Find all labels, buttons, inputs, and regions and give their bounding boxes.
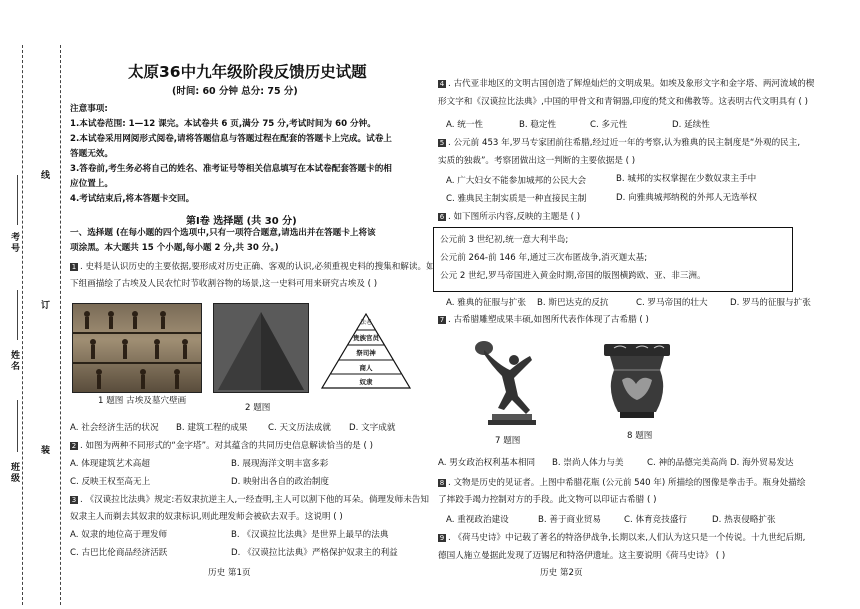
footer-page-2: 历史 第2页: [540, 568, 583, 578]
instructions-line-2: 项涂黑。本大题共 15 个小题,每小题 2 分,共 30 分。): [70, 243, 279, 253]
notice-line-2: 2.本试卷采用网阅形式阅卷,请将答题信息与答题过程在配套的答题卡上完成。试卷上: [70, 134, 392, 144]
question-number: 6: [439, 212, 445, 221]
exam-title: 太原36中九年级阶段反馈历史试题: [128, 63, 367, 81]
question-number: 2: [71, 441, 77, 450]
instructions-line-1: 一、选择题 (在每小题的四个选项中,只有一项符合题意,请选出并在答题卡上将该: [70, 228, 376, 238]
q6-option-d[interactable]: D. 罗马的征服与扩张: [730, 298, 811, 308]
pyramid-level-1: 法老: [360, 320, 372, 326]
q3-option-d[interactable]: D. 《汉谟拉比法典》严格保护奴隶主的利益: [231, 548, 398, 558]
question-1-line-1: 1 . 史料是认识历史的主要依据,要形成对历史正确、客观的认识,必须重视史料的搜集和解读。如: [71, 262, 435, 272]
notice-line-4: 3.答卷前,考生务必将自己的姓名、准考证号等相关信息填写在本试卷配套答题卡的相: [70, 164, 392, 174]
social-pyramid-diagram: [320, 312, 412, 390]
q4-option-c[interactable]: C. 多元性: [590, 120, 628, 130]
q8-option-d[interactable]: D. 热衷侵略扩张: [712, 515, 776, 525]
q7-option-a[interactable]: A. 男女政治权利基本相同: [438, 458, 536, 468]
class-field-line[interactable]: [17, 400, 18, 452]
question-number: 8: [439, 478, 445, 487]
q8-option-b[interactable]: B. 善于商业贸易: [538, 515, 601, 525]
q1-option-c[interactable]: C. 天文历法成就: [268, 423, 332, 433]
egyptian-tomb-painting-image: [72, 303, 202, 393]
question-number: 5: [439, 138, 445, 147]
caption-q2-image: 2 题图: [245, 403, 271, 413]
caption-q8-image: 8 题图: [627, 431, 653, 441]
caption-q7-image: 7 题图: [495, 436, 521, 446]
name-field-line[interactable]: [17, 290, 18, 340]
question-9-line-1: 9 . 《荷马史诗》中记载了著名的特洛伊战争,长期以来,人们认为这只是一个传说。十九世纪后期,: [439, 533, 806, 543]
question-5-line-1: 5 . 公元前 453 年,罗马专家团前往希腊,经过近一年的考察,认为雅典的民主制度是“外观的民主,: [439, 138, 801, 148]
rome-timeline-item-1: 公元前 3 世纪初,统一意大利半岛;: [440, 235, 569, 245]
question-6: 6 . 如下图所示内容,反映的主题是 ( ): [439, 212, 581, 222]
binding-mark-line: 线: [39, 170, 49, 181]
q5-option-d[interactable]: D. 向雅典城邦纳税的外邦人无选举权: [616, 193, 757, 203]
q2-option-d[interactable]: D. 映射出各自的政治制度: [231, 477, 330, 487]
q8-option-c[interactable]: C. 体育竞技盛行: [624, 515, 688, 525]
q7-option-c[interactable]: C. 神的品德完美高尚: [647, 458, 728, 468]
q5-option-c[interactable]: C. 雅典民主制实质是一种直接民主制: [446, 194, 587, 204]
notice-line-1: 1.本试卷范围: 1—12 课完。本试卷共 6 页,满分 75 分,考试时间为 60 分钟。: [70, 119, 376, 129]
notice-heading: 注意事项:: [70, 104, 108, 114]
greek-vase-image: [600, 340, 674, 422]
q1-option-d[interactable]: D. 文字成就: [349, 423, 396, 433]
q2-option-a[interactable]: A. 体现建筑艺术高超: [70, 459, 150, 469]
q4-option-d[interactable]: D. 延续性: [672, 120, 710, 130]
q6-option-a[interactable]: A. 雅典的征服与扩张: [446, 298, 526, 308]
q1-option-a[interactable]: A. 社会经济生活的状况: [70, 423, 159, 433]
footer-page-1: 历史 第1页: [208, 568, 251, 578]
question-number: 4: [439, 79, 445, 88]
q7-option-d[interactable]: D. 海外贸易发达: [730, 458, 794, 468]
question-9-line-2: 德国人施立曼据此发现了迈锡尼和特洛伊遗址。这主要说明《荷马史诗》 ( ): [438, 551, 726, 561]
question-number: 1: [71, 262, 77, 271]
discus-thrower-statue-image: [470, 330, 550, 426]
pyramid-level-5: 奴隶: [359, 378, 373, 386]
binding-mark-zhuang: 装: [39, 445, 49, 456]
question-number: 7: [439, 315, 445, 324]
q3-option-a[interactable]: A. 奴隶的地位高于理发师: [70, 530, 168, 540]
q5-option-a[interactable]: A. 广大妇女不能参加城邦的公民大会: [446, 176, 587, 186]
question-number: 9: [439, 533, 445, 542]
question-2: 2 . 如图为两种不同形式的“金字塔”。对其蕴含的共同历史信息解读恰当的是 ( ): [71, 441, 373, 451]
notice-line-6: 4.考试结束后,将本答题卡交回。: [70, 194, 195, 204]
q3-option-c[interactable]: C. 古巴比伦商品经济活跃: [70, 548, 168, 558]
q2-option-c[interactable]: C. 反映王权至高无上: [70, 477, 151, 487]
pyramid-level-2: 贵族官员: [353, 334, 379, 342]
name-label: 姓名: [9, 350, 19, 372]
section-title: 第Ⅰ卷 选择题 (共 30 分): [186, 216, 297, 227]
q6-option-b[interactable]: B. 斯巴达克的反抗: [537, 298, 609, 308]
q6-option-c[interactable]: C. 罗马帝国的壮大: [636, 298, 708, 308]
q7-option-b[interactable]: B. 崇尚人体力与美: [552, 458, 624, 468]
class-label: 班级: [9, 462, 19, 484]
caption-q1-image: 1 题图 古埃及墓穴壁画: [98, 396, 187, 406]
question-3-line-1: 3 . 《汉谟拉比法典》规定:若奴隶抗逆主人,一经查明,主人可以割下他的耳朵。倘理发师未告知: [71, 495, 429, 505]
question-4-line-1: 4 . 古代亚非地区的文明古国创造了辉煌灿烂的文明成果。如埃及象形文字和金字塔、两河流域的楔: [439, 79, 815, 89]
question-8-line-1: 8 . 文物是历史的见证者。上图中希腊花瓶 (公元前 540 年) 所描绘的图像是拳击手。瓶身处描绘: [439, 478, 806, 488]
question-1-line-2: 下组画描绘了古埃及人民农忙时节收割谷物的场景,这一史料可用来研究古埃及 ( ): [70, 279, 378, 289]
question-4-line-2: 形文字和《汉谟拉比法典》,中国的甲骨文和青铜器,印度的梵文和佛教等。这表明古代文明具有 ( ): [438, 97, 808, 107]
q4-option-a[interactable]: A. 统一性: [446, 120, 483, 130]
binding-dashed-line-outer: [22, 45, 23, 605]
notice-line-3: 答题无效。: [70, 149, 113, 159]
q5-option-b[interactable]: B. 城邦的实权掌握在少数奴隶主手中: [616, 174, 757, 184]
pyramid-level-3: 祭司神: [356, 349, 376, 357]
binding-mark-ding: 订: [39, 300, 49, 311]
exam-number-field-line[interactable]: [17, 175, 18, 225]
question-number: 3: [71, 495, 77, 504]
pyramid-photo-image: [213, 303, 309, 393]
question-8-line-2: 了摔跤手竭力控制对方的手段。此文物可以印证古希腊 ( ): [438, 495, 657, 505]
notice-line-5: 应位置上。: [70, 179, 113, 189]
q4-option-b[interactable]: B. 稳定性: [519, 120, 557, 130]
rome-timeline-item-3: 公元 2 世纪,罗马帝国进入黄金时期,帝国的版图横跨欧、亚、非三洲。: [440, 271, 706, 281]
question-7: 7 . 古希腊雕塑成果丰硕,如图所代表作体现了古希腊 ( ): [439, 315, 649, 325]
q1-option-b[interactable]: B. 建筑工程的成果: [176, 423, 248, 433]
question-5-line-2: 实质的独裁”。考察团做出这一判断的主要依据是 ( ): [438, 156, 636, 166]
pyramid-level-4: 商人: [359, 364, 373, 372]
exam-subtitle: (时间: 60 分钟 总分: 75 分): [172, 86, 298, 97]
q2-option-b[interactable]: B. 展现海洋文明丰富多彩: [231, 459, 329, 469]
binding-dashed-line-inner: [60, 45, 61, 605]
q8-option-a[interactable]: A. 重视政治建设: [446, 515, 509, 525]
question-3-line-2: 奴隶主人而剃去其奴隶的奴隶标识,则此理发师会被砍去双手。这说明 ( ): [70, 512, 343, 522]
rome-timeline-item-2: 公元前 264-前 146 年,通过三次布匿战争,消灭迦太基;: [440, 253, 648, 263]
q3-option-b[interactable]: B. 《汉谟拉比法典》是世界上最早的法典: [231, 530, 389, 540]
exam-number-label: 考号: [9, 232, 19, 254]
